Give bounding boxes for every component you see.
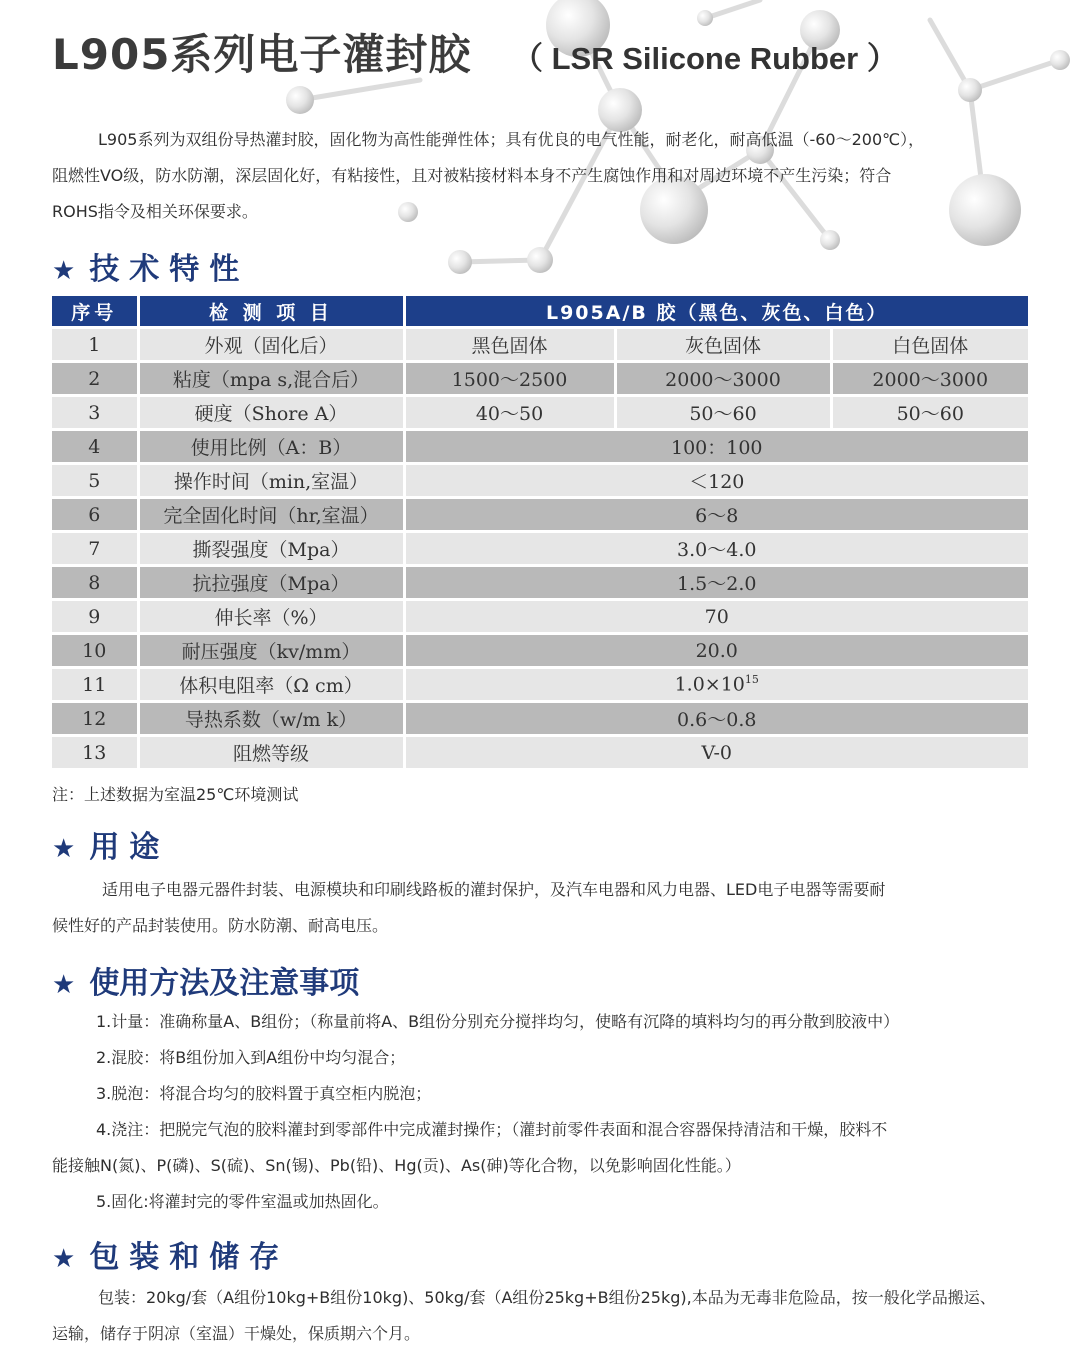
row-number: 11 <box>52 668 138 702</box>
value-black: 黑色固体 <box>404 328 615 362</box>
pack-line-2: 运输，储存于阴凉（室温）干燥处，保质期六个月。 <box>52 1324 421 1343</box>
table-row <box>52 328 1028 362</box>
test-value-text: 1.5～2.0 <box>677 573 757 595</box>
table-row <box>52 634 1028 668</box>
row-number: 7 <box>52 532 138 566</box>
intro-line-2: 阻燃性VO级，防水防潮，深层固化好，有粘接性，且对被粘接材料本身不产生腐蚀作用和对周边环境不产生污染；符合 <box>52 166 892 185</box>
row-number: 10 <box>52 634 138 668</box>
test-value-exponent: 15 <box>744 673 759 687</box>
test-value-text: V-0 <box>701 741 732 764</box>
table-row <box>52 430 1028 464</box>
table-row <box>52 566 1028 600</box>
section-heading-use: ★ 用途 <box>52 830 170 865</box>
row-number: 5 <box>52 464 138 498</box>
test-value <box>404 498 1028 532</box>
row-number: 2 <box>52 362 138 396</box>
test-value-text: 100：100 <box>670 437 763 459</box>
table-row <box>52 396 1028 430</box>
intro-line-1: L905系列为双组份导热灌封胶，固化物为高性能弹性体；具有优良的电气性能，耐老化，耐高低温（-60～200℃）， <box>98 130 925 149</box>
step-1: 1.计量：准确称量A、B组份；（称量前将A、B组份分别充分搅拌均匀，使略有沉降的填料均匀的再分散到胶液中） <box>96 1012 900 1031</box>
star-icon: ★ <box>52 1244 76 1274</box>
test-value <box>404 566 1028 600</box>
star-icon: ★ <box>52 834 76 864</box>
step-2: 2.混胶：将B组份加入到A组份中均匀混合； <box>96 1048 406 1067</box>
value-white: 白色固体 <box>831 328 1028 362</box>
spec-table <box>52 296 1028 768</box>
table-row <box>52 600 1028 634</box>
step-4: 4.浇注：把脱完气泡的胶料灌封到零部件中完成灌封操作；（灌封前零件表面和混合容器保持清洁和干燥，胶料不 <box>96 1120 888 1139</box>
value-gray: 2000～3000 <box>615 362 831 396</box>
row-number: 8 <box>52 566 138 600</box>
star-icon: ★ <box>52 970 76 1000</box>
test-value <box>404 430 1028 464</box>
table-row <box>52 532 1028 566</box>
test-item: 伸长率（%） <box>138 600 404 634</box>
pack-line-1: 包装：20kg/套（A组份10kg+B组份10kg)、50kg/套（A组份25kg+B组份25kg),本品为无毒非危险品，按一般化学品搬运、 <box>98 1288 996 1307</box>
table-note: 注：上述数据为室温25℃环境测试 <box>52 785 299 804</box>
test-value <box>404 464 1028 498</box>
header-no: 序号 <box>52 296 138 328</box>
value-black: 40～50 <box>404 396 615 430</box>
test-item: 使用比例（A：B） <box>138 430 404 464</box>
pack-paragraph <box>52 1280 1037 1352</box>
table-row <box>52 668 1028 702</box>
test-value <box>404 532 1028 566</box>
test-value-text: 0.6～0.8 <box>677 709 757 731</box>
test-item: 耐压强度（kv/mm） <box>138 634 404 668</box>
use-paragraph <box>52 872 1037 944</box>
row-number: 3 <box>52 396 138 430</box>
section-heading-method: ★ 使用方法及注意事项 <box>52 966 360 1001</box>
test-item: 导热系数（w/m k） <box>138 702 404 736</box>
test-item: 硬度（Shore A） <box>138 396 404 430</box>
test-item: 粘度（mpa s,混合后） <box>138 362 404 396</box>
test-value <box>404 702 1028 736</box>
step-4-continued: 能接触N(氮)、P(磷)、S(硫)、Sn(锡)、Pb(铅)、Hg(贡)、As(砷)等化合物，以免影响固化性能。） <box>52 1156 741 1175</box>
header-item: 检 测 项 目 <box>138 296 404 328</box>
test-value-text: 3.0～4.0 <box>677 539 757 561</box>
header-product: L905A/B 胶（黑色、灰色、白色） <box>404 296 1028 328</box>
test-item: 体积电阻率（Ω cm） <box>138 668 404 702</box>
test-value <box>404 634 1028 668</box>
value-white: 2000～3000 <box>831 362 1028 396</box>
test-value-text: 1.0×10 <box>674 673 745 696</box>
test-value-text: 6～8 <box>695 505 739 527</box>
use-line-1: 适用电子电器元器件封装、电源模块和印刷线路板的灌封保护，及汽车电器和风力电器、LED电子电器等需要耐 <box>102 880 886 899</box>
section-heading-pack: ★ 包装和储存 <box>52 1240 290 1275</box>
value-gray: 灰色固体 <box>615 328 831 362</box>
table-row <box>52 702 1028 736</box>
row-number: 4 <box>52 430 138 464</box>
table-row <box>52 736 1028 769</box>
test-value <box>404 736 1028 769</box>
step-5: 5.固化:将灌封完的零件室温或加热固化。 <box>96 1192 389 1211</box>
table-row <box>52 498 1028 532</box>
step-3: 3.脱泡：将混合均匀的胶料置于真空柜内脱泡； <box>96 1084 432 1103</box>
test-value <box>404 600 1028 634</box>
steps-list <box>52 1004 1037 1220</box>
row-number: 9 <box>52 600 138 634</box>
test-item: 完全固化时间（hr,室温） <box>138 498 404 532</box>
test-item: 撕裂强度（Mpa） <box>138 532 404 566</box>
row-number: 1 <box>52 328 138 362</box>
test-item: 外观（固化后） <box>138 328 404 362</box>
table-row <box>52 464 1028 498</box>
section-heading-tech: ★ 技术特性 <box>52 252 250 287</box>
test-value <box>404 668 1028 702</box>
value-gray: 50～60 <box>615 396 831 430</box>
table-row <box>52 362 1028 396</box>
value-white: 50～60 <box>831 396 1028 430</box>
row-number: 13 <box>52 736 138 769</box>
value-black: 1500～2500 <box>404 362 615 396</box>
row-number: 12 <box>52 702 138 736</box>
use-line-2: 候性好的产品封装使用。防水防潮、耐高电压。 <box>52 916 389 935</box>
row-number: 6 <box>52 498 138 532</box>
intro-paragraph <box>52 122 1037 230</box>
intro-line-3: ROHS指令及相关环保要求。 <box>52 202 258 221</box>
test-value-text: ＜120 <box>689 471 745 493</box>
page-title: L905系列电子灌封胶 <box>52 30 472 79</box>
star-icon: ★ <box>52 256 76 286</box>
test-value-text: 20.0 <box>695 639 738 662</box>
table-header-row <box>52 296 1028 328</box>
test-item: 操作时间（min,室温） <box>138 464 404 498</box>
test-item: 抗拉强度（Mpa） <box>138 566 404 600</box>
test-item: 阻燃等级 <box>138 736 404 769</box>
test-value-text: 70 <box>704 605 729 628</box>
page-subtitle: （ LSR Silicone Rubber ） <box>512 41 898 76</box>
